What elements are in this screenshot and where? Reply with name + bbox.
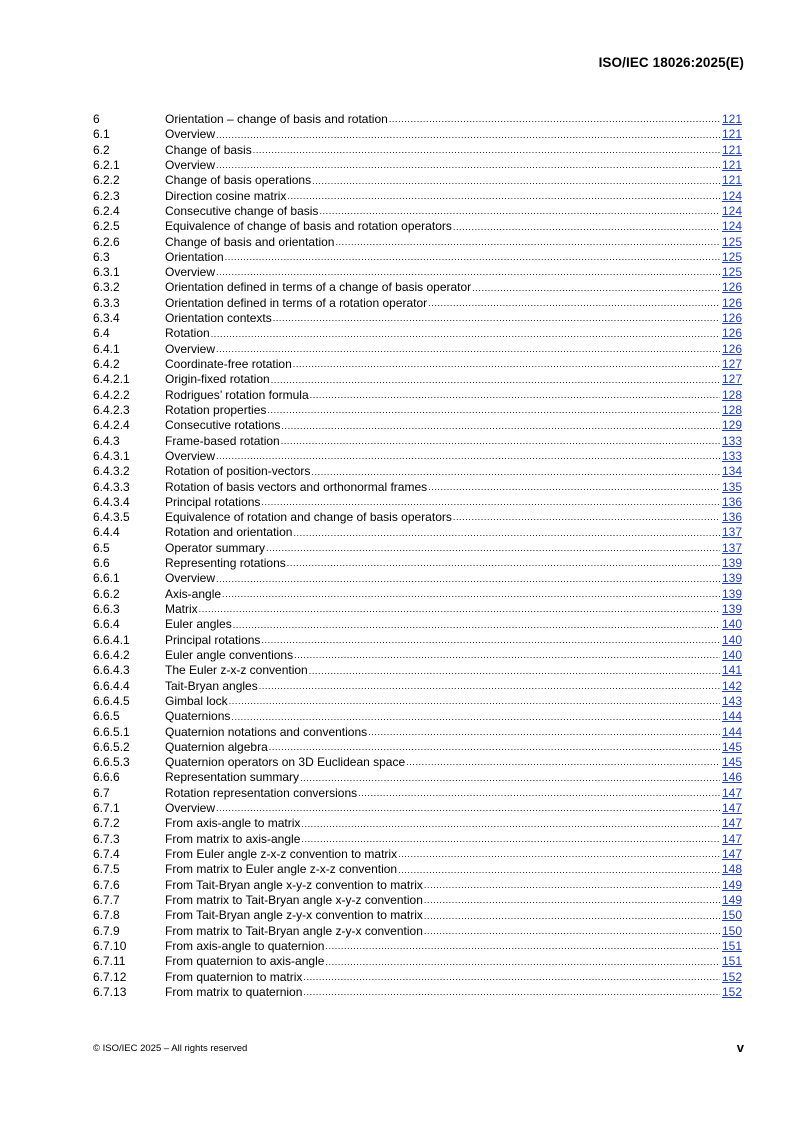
toc-dot-leader [287,556,720,571]
toc-entry [93,816,742,831]
toc-dot-leader [229,694,720,709]
toc-entry-title[interactable]: From matrix to Euler angle z-x-z convention [165,862,398,877]
toc-entry-number: 6.2.5 [93,219,120,234]
toc-dot-leader [293,526,720,541]
toc-entry-title[interactable]: Equivalence of change of basis and rotation operators [165,219,452,234]
toc-page-link[interactable]: 121 [721,127,742,142]
toc-page-link[interactable]: 147 [721,816,742,831]
toc-dot-leader [368,725,720,740]
toc-entry-number: 6.6.4.4 [93,678,130,693]
toc-entry-number: 6.4.2 [93,357,120,371]
toc-entry-title[interactable]: Rotation [165,326,210,341]
toc-entry-title[interactable]: Consecutive change of basis [165,203,319,218]
toc-dot-leader [309,664,720,679]
toc-dot-leader [406,755,720,770]
toc-entry-number: 6.6.4.5 [93,693,130,708]
toc-page-link[interactable]: 136 [721,494,742,509]
toc-entry-title[interactable]: Rotation of basis vectors and orthonormal frames [165,479,428,494]
toc-page-link[interactable]: 139 [721,586,742,601]
toc-dot-leader [311,465,720,480]
toc-page-link[interactable]: 128 [721,387,742,402]
toc-entry [93,847,742,862]
toc-dot-leader [312,174,720,189]
toc-entry-number: 6.4 [93,326,110,341]
toc-entry-number: 6.4.3.2 [93,464,130,479]
toc-page-link[interactable]: 125 [721,234,742,249]
toc-page-link[interactable]: 124 [721,219,742,234]
toc-entry-title[interactable]: From matrix to Tait-Bryan angle x-y-z convention [165,892,423,907]
toc-page-link[interactable]: 139 [721,571,742,586]
toc-entry [93,311,742,326]
toc-dot-leader [303,985,720,1000]
toc-dot-leader [310,388,720,403]
toc-entry-number: 6.1 [93,127,110,142]
document-id-header: ISO/IEC 18026:2025(E) [598,55,744,70]
toc-entry [93,801,742,816]
toc-entry [93,250,742,265]
toc-page-link[interactable]: 142 [721,678,742,693]
toc-dot-leader [389,112,720,127]
toc-dot-leader [216,128,720,143]
toc-entry-number: 6.4.2.3 [93,402,130,417]
toc-dot-leader [267,403,720,418]
toc-dot-leader [301,817,720,832]
toc-entry-number: 6.6.1 [93,571,120,586]
toc-entry [93,525,742,540]
toc-page-link[interactable]: 151 [721,938,742,953]
toc-entry [93,357,742,372]
toc-entry-number: 6.6.4.3 [93,663,130,678]
toc-page-link[interactable]: 137 [721,525,742,540]
toc-entry-title[interactable]: The Euler z-x-z convention [165,663,308,678]
toc-entry [93,265,742,280]
toc-entry-title[interactable]: Origin-fixed rotation [165,372,270,387]
toc-page-link[interactable]: 150 [721,923,742,938]
toc-page-link[interactable]: 140 [721,632,742,647]
toc-page-link[interactable]: 126 [721,295,742,310]
toc-entry [93,434,742,449]
toc-entry-number: 6.6.5.2 [93,739,130,754]
toc-page-link[interactable]: 135 [721,479,742,494]
toc-entry [93,694,742,709]
toc-dot-leader [216,572,720,587]
toc-entry-number: 6.6.4 [93,617,120,632]
toc-dot-leader [271,373,720,388]
toc-entry [93,556,742,571]
toc-entry-number: 6.4.3.4 [93,494,130,509]
toc-entry [93,418,742,433]
toc-dot-leader [424,878,720,893]
toc-entry-title[interactable]: Orientation defined in terms of a rotation operator [165,295,428,310]
toc-dot-leader [222,587,720,602]
toc-entry-number: 6.6.2 [93,586,120,601]
toc-entry [93,924,742,939]
toc-entry-number: 6.4.2.4 [93,418,130,433]
toc-entry-number: 6.3.1 [93,265,120,280]
toc-entry-title[interactable]: Quaternion operators on 3D Euclidean space [165,755,406,770]
toc-entry [93,173,742,188]
toc-page-link[interactable]: 145 [721,755,742,770]
toc-page-link[interactable]: 121 [721,173,742,188]
toc-entry [93,571,742,586]
toc-dot-leader [398,847,720,862]
toc-dot-leader [259,679,720,694]
toc-entry-number: 6.4.3.1 [93,448,130,463]
toc-entry-number: 6.7.9 [93,923,120,938]
toc-entry-number: 6.6.4.2 [93,647,130,662]
toc-entry-number: 6.3.2 [93,280,120,295]
toc-dot-leader [281,434,720,449]
toc-dot-leader [335,235,720,250]
toc-entry [93,372,742,387]
toc-entry-number: 6.4.3.5 [93,510,130,525]
toc-page-link[interactable]: 140 [721,647,742,662]
toc-dot-leader [300,771,720,786]
toc-entry-number: 6.4.2.2 [93,387,130,402]
toc-dot-leader [293,357,720,372]
toc-entry [93,740,742,755]
toc-entry [93,755,742,770]
toc-entry-number: 6.7.10 [93,938,127,953]
toc-entry-number: 6.6.6 [93,770,120,785]
toc-entry [93,862,742,877]
toc-page-link[interactable]: 149 [721,892,742,907]
toc-entry [93,985,742,1000]
toc-dot-leader [273,311,720,326]
toc-dot-leader [428,480,720,495]
toc-dot-leader [269,740,720,755]
toc-entry [93,112,742,127]
toc-dot-leader [398,863,720,878]
toc-entry [93,679,742,694]
toc-dot-leader [199,602,720,617]
page-number: v [736,1040,744,1055]
toc-page-link[interactable]: 139 [721,556,742,571]
toc-dot-leader [428,296,720,311]
toc-entry-title[interactable]: Overview [165,341,216,356]
toc-entry [93,127,742,142]
toc-entry-title[interactable]: Change of basis [165,142,252,157]
toc-entry-number: 6.6.5.1 [93,724,130,739]
toc-entry [93,480,742,495]
toc-dot-leader [253,143,720,158]
toc-entry-title[interactable]: Orientation – change of basis and rotation [165,112,388,126]
toc-dot-leader [453,220,720,235]
toc-dot-leader [319,204,720,219]
toc-entry-title[interactable]: Frame-based rotation [165,433,280,448]
toc-entry-title[interactable]: From quaternion to matrix [165,969,303,984]
toc-entry [93,970,742,985]
toc-entry [93,403,742,418]
toc-entry-title[interactable]: From Tait-Bryan angle z-y-x convention to matrix [165,908,423,923]
toc-entry [93,204,742,219]
toc-entry [93,296,742,311]
toc-entry-number: 6.4.4 [93,525,120,540]
toc-entry-title[interactable]: Representation summary [165,770,300,785]
toc-entry [93,158,742,173]
toc-entry-number: 6.4.1 [93,341,120,356]
toc-entry [93,893,742,908]
toc-page-link[interactable]: 125 [721,265,742,280]
toc-entry-number: 6.7.4 [93,847,120,861]
toc-page-link[interactable]: 126 [721,280,742,295]
toc-entry-title[interactable]: Rotation representation conversions [165,785,358,800]
toc-dot-leader [261,495,720,510]
toc-entry-title[interactable]: Euler angles [165,617,232,632]
toc-entry-number: 6.4.2.1 [93,372,130,387]
toc-page-link[interactable]: 149 [721,877,742,892]
table-of-contents [93,112,742,1000]
toc-dot-leader [301,832,720,847]
toc-entry-number: 6.3.4 [93,311,120,326]
toc-page-link[interactable]: 129 [721,418,742,433]
toc-dot-leader [325,955,720,970]
toc-page-link[interactable]: 124 [721,203,742,218]
toc-entry [93,541,742,556]
toc-entry-title[interactable]: Direction cosine matrix [165,188,287,203]
toc-entry-title[interactable]: Orientation [165,249,224,264]
toc-entry [93,189,742,204]
toc-entry [93,725,742,740]
toc-entry [93,143,742,158]
toc-entry [93,617,742,632]
toc-page-link[interactable]: 127 [721,357,742,371]
toc-dot-leader [294,648,720,663]
toc-page-link[interactable]: 128 [721,402,742,417]
toc-entry-number: 6.6.3 [93,602,120,616]
toc-page-link[interactable]: 139 [721,602,742,616]
toc-entry-title[interactable]: Overview [165,265,216,280]
toc-entry-title[interactable]: Equivalence of rotation and change of basis operators [165,510,452,525]
toc-entry-title[interactable]: Overview [165,571,216,586]
toc-page-link[interactable]: 137 [721,540,742,555]
toc-page-link[interactable]: 141 [721,663,742,678]
toc-page-link[interactable]: 144 [721,724,742,739]
toc-entry-title[interactable]: From matrix to Tait-Bryan angle z-y-x convention [165,923,423,938]
toc-entry [93,633,742,648]
toc-entry-title[interactable]: Overview [165,157,216,172]
toc-entry-title[interactable]: From matrix to quaternion [165,984,303,999]
toc-entry [93,326,742,341]
toc-dot-leader [287,189,720,204]
toc-page-link[interactable]: 140 [721,617,742,632]
toc-page-link[interactable]: 134 [721,464,742,479]
toc-entry-number: 6.7.12 [93,969,127,984]
toc-dot-leader [358,786,720,801]
toc-page-link[interactable]: 124 [721,188,742,203]
toc-dot-leader [216,265,720,280]
toc-entry-title[interactable]: Overview [165,801,216,816]
toc-entry-title[interactable]: Coordinate-free rotation [165,357,292,371]
toc-dot-leader [424,924,720,939]
toc-dot-leader [261,633,720,648]
toc-entry [93,342,742,357]
toc-entry-number: 6.2 [93,142,110,157]
toc-entry-number: 6.4.3 [93,433,120,448]
toc-page-link[interactable]: 152 [721,969,742,984]
toc-entry-title[interactable]: Overview [165,448,216,463]
toc-page-link[interactable]: 143 [721,693,742,708]
toc-entry-number: 6.3 [93,249,110,264]
toc-entry-number: 6.7.11 [93,954,126,969]
toc-entry-number: 6.7 [93,785,110,800]
toc-dot-leader [325,939,720,954]
toc-dot-leader [216,158,720,173]
toc-page-link[interactable]: 133 [721,433,742,448]
toc-entry-number: 6.7.13 [93,984,127,999]
toc-dot-leader [266,541,720,556]
toc-entry-number: 6.2.1 [93,157,120,172]
toc-dot-leader [225,250,720,265]
toc-page-link[interactable]: 145 [721,739,742,754]
toc-entry [93,939,742,954]
toc-dot-leader [453,510,720,525]
toc-entry-title[interactable]: Gimbal lock [165,693,228,708]
toc-entry-title[interactable]: Quaternions [165,709,231,724]
toc-dot-leader [216,342,720,357]
toc-page-link[interactable]: 126 [721,311,742,326]
toc-entry-number: 6.4.3.3 [93,479,130,494]
toc-page-link[interactable]: 127 [721,372,742,387]
toc-entry-number: 6.6.5.3 [93,755,130,770]
toc-entry-title[interactable]: From axis-angle to matrix [165,816,301,831]
toc-entry [93,770,742,785]
toc-entry [93,388,742,403]
toc-entry-title[interactable]: Axis-angle [165,586,222,601]
toc-entry-title[interactable]: Quaternion notations and conventions [165,724,368,739]
toc-page-link[interactable]: 147 [721,831,742,846]
toc-entry-number: 6.7.7 [93,892,120,907]
toc-page-link[interactable]: 133 [721,448,742,463]
toc-page-link[interactable]: 147 [721,785,742,800]
toc-entry-number: 6.6.4.1 [93,632,130,647]
toc-entry [93,587,742,602]
toc-entry-number: 6.7.3 [93,831,120,846]
toc-entry [93,464,742,479]
toc-entry-number: 6.6.5 [93,709,120,724]
toc-entry [93,219,742,234]
toc-dot-leader [424,909,720,924]
toc-page-link[interactable]: 148 [721,862,742,877]
toc-entry [93,602,742,617]
toc-page-link[interactable]: 144 [721,709,742,724]
toc-dot-leader [424,893,720,908]
toc-page-link[interactable]: 121 [721,157,742,172]
toc-entry-title[interactable]: Rotation and orientation [165,525,293,540]
toc-entry-title[interactable]: Rodrigues’ rotation formula [165,387,309,402]
toc-entry-title[interactable]: From quaternion to axis-angle [165,954,325,969]
toc-entry-number: 6.7.6 [93,877,120,892]
toc-entry-title[interactable]: Rotation of position-vectors [165,464,311,479]
toc-entry [93,280,742,295]
toc-page-link[interactable]: 147 [721,847,742,861]
toc-entry-title[interactable]: Operator summary [165,540,266,555]
toc-page-link[interactable]: 136 [721,510,742,525]
toc-entry-number: 6.3.3 [93,295,120,310]
toc-dot-leader [303,970,720,985]
toc-entry [93,786,742,801]
toc-entry-number: 6.6 [93,556,110,571]
toc-entry-number: 6.2.6 [93,234,120,249]
toc-entry-title[interactable]: Change of basis operations [165,173,312,188]
toc-page-link[interactable]: 146 [721,770,742,785]
toc-entry-number: 6.7.2 [93,816,120,831]
copyright-notice: © ISO/IEC 2025 – All rights reserved [93,1043,248,1054]
toc-entry [93,878,742,893]
toc-entry-title[interactable]: Principal rotations [165,494,261,509]
toc-entry-title[interactable]: From Euler angle z-x-z convention to matrix [165,847,398,861]
toc-entry [93,832,742,847]
toc-entry-title[interactable]: Tait-Bryan angles [165,678,258,693]
toc-entry-title[interactable]: Consecutive rotations [165,418,281,433]
toc-dot-leader [231,710,720,725]
toc-page-link[interactable]: 121 [721,142,742,157]
toc-dot-leader [472,281,720,296]
toc-entry-title[interactable]: Principal rotations [165,632,261,647]
toc-entry-number: 6.7.8 [93,908,120,923]
toc-entry [93,908,742,923]
toc-page-link[interactable]: 147 [721,801,742,816]
toc-entry-title[interactable]: Change of basis and orientation [165,234,335,249]
toc-entry-number: 6.7.1 [93,801,120,816]
toc-entry-title[interactable]: Euler angle conventions [165,647,294,662]
toc-entry-title[interactable]: Rotation properties [165,402,267,417]
toc-entry-number: 6.2.4 [93,203,120,218]
toc-page-link[interactable]: 152 [721,984,742,999]
toc-dot-leader [281,419,720,434]
toc-dot-leader [211,327,720,342]
toc-entry [93,449,742,464]
toc-entry-title[interactable]: Orientation contexts [165,311,272,326]
toc-entry [93,709,742,724]
toc-entry [93,510,742,525]
toc-entry-title[interactable]: From Tait-Bryan angle x-y-z convention to matrix [165,877,423,892]
toc-entry-number: 6.2.2 [93,173,120,188]
toc-page-link[interactable]: 126 [721,341,742,356]
toc-entry-title[interactable]: Orientation defined in terms of a change of basis operator [165,280,472,295]
toc-page-link[interactable]: 151 [721,954,742,969]
toc-entry [93,663,742,678]
toc-entry-title[interactable]: From axis-angle to quaternion [165,938,325,953]
toc-dot-leader [216,449,720,464]
toc-entry-title[interactable]: Quaternion algebra [165,739,268,754]
toc-entry-number: 6.7.5 [93,862,120,877]
toc-entry [93,954,742,969]
toc-dot-leader [233,618,720,633]
toc-entry-number: 6 [93,112,100,126]
toc-page-link[interactable]: 150 [721,908,742,923]
toc-page-link[interactable]: 125 [721,249,742,264]
toc-entry-title[interactable]: Overview [165,127,216,142]
toc-page-link[interactable]: 121 [721,112,742,126]
toc-page-link[interactable]: 126 [721,326,742,341]
toc-entry-title[interactable]: From matrix to axis-angle [165,831,301,846]
toc-dot-leader [216,801,720,816]
toc-entry [93,235,742,250]
toc-entry-title[interactable]: Matrix [165,602,198,616]
toc-entry [93,648,742,663]
toc-entry [93,495,742,510]
toc-entry-number: 6.2.3 [93,188,120,203]
toc-entry-number: 6.5 [93,540,110,555]
toc-entry-title[interactable]: Representing rotations [165,556,286,571]
